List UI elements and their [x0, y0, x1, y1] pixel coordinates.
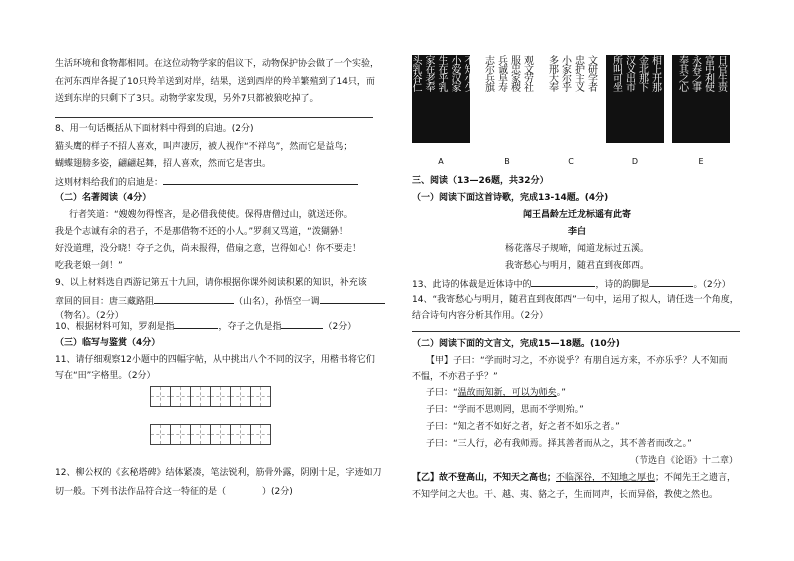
answer-line[interactable] [55, 117, 373, 118]
calligraphy-image [542, 55, 600, 143]
answer-blank[interactable] [174, 318, 218, 329]
calligraphy-label: A [438, 157, 444, 166]
question-12: 切一般。下列书法作品符合这一特征的是（ ）(2分) [55, 484, 293, 499]
calligraphy-sample-e [672, 55, 730, 166]
calligraphy-sample-a [410, 55, 473, 166]
question-8: 8、用一句话概括从下面材料中得到的启迪。(2分) [55, 124, 254, 134]
calligraphy-sample-d [606, 55, 664, 166]
choice-blank[interactable] [226, 484, 262, 494]
passage-line: 生活环境和食物都相同。在这位动物学家的倡议下，动物保护协会做了一个实验， [55, 59, 380, 69]
classical-text-line: 不愠，不亦君子乎？” [412, 372, 498, 382]
question-12: 12、柳公权的《玄秘塔碑》结体紧凑，笔法锐利，筋骨外露，阴刚十足，字迹如刀 [55, 468, 382, 478]
section-heading: 三、阅读（13—26题，共32分） [412, 176, 549, 186]
calligraphy-image [606, 55, 664, 143]
tianzi-cell[interactable] [250, 386, 271, 407]
tianzi-cell[interactable] [230, 424, 251, 445]
material-line: 蝴蝶翅膀多姿，翩翩起舞，招人喜欢，然而它是害虫。 [55, 159, 272, 169]
classical-text-line: 【乙】故不登高山，不知天之高也；不临深谷，不知地之厚也；不闻先王之遗言， [412, 473, 737, 483]
classical-text-line: 不知学问之大也。干、越、夷、貉之子，生而同声，长而异俗，教使之然也。 [412, 490, 719, 500]
section-heading: （二）名著阅读（4分） [55, 193, 152, 203]
calligraphy-column: 家在老奉 [423, 55, 434, 91]
passage-line: 在河东西岸各捉了10只羚羊送到对岸，结果，送到西岸的羚羊繁殖到了14只，而 [55, 77, 375, 87]
calligraphy-column: 日官生贵 [715, 55, 727, 91]
calligraphy-label: B [504, 157, 510, 166]
tianzi-cell[interactable] [190, 386, 211, 407]
calligraphy-column: 不知小少 [462, 55, 473, 91]
tianzi-grid-row[interactable] [150, 424, 270, 445]
calligraphy-column: 小家尔乎 [559, 55, 571, 91]
calligraphy-column: 服忠家稷 [508, 55, 520, 91]
calligraphy-column: 汉义出市 [623, 55, 635, 91]
calligraphy-column: 头乳谷仁 [410, 55, 421, 91]
poem-line: 我寄愁心与明月，随君直到夜郎西。 [504, 261, 649, 271]
tianzi-cell[interactable] [250, 424, 271, 445]
calligraphy-label: D [631, 157, 639, 166]
tianzi-cell[interactable] [150, 424, 171, 445]
question-9: （物名）。（2分） [55, 311, 124, 321]
classical-text-line: 子曰：“知之者不如好之者，好之者不如乐之者。” [426, 422, 620, 432]
calligraphy-column: 奉其之心 [676, 55, 688, 91]
question-13: 13、此诗的体裁是近体诗中的 ，诗的韵脚是 。（2分） [412, 276, 731, 292]
calligraphy-column: 观文劳社 [521, 55, 533, 91]
answer-blank[interactable] [281, 318, 323, 329]
poem-title: 闻王昌龄左迁龙标遥有此寄 [522, 210, 631, 220]
reading-line: 行者笑道：“嫂嫂勿得悭吝，是必借我使使。保得唐僧过山，就送还你。 [69, 210, 353, 220]
calligraphy-column: 所叫可坐 [610, 55, 622, 91]
question-14: 结合诗句内容分析其作用。（2分） [412, 311, 549, 321]
answer-blank[interactable] [163, 174, 358, 185]
calligraphy-column: 永春之事 [689, 55, 701, 91]
passage-line: 送到东岸的只剩下了3只。动物学家发现，另外7只都被狼吃掉了。 [55, 94, 319, 104]
question-9: 章回的回目：唐三藏路阻 （山名），孙悟空一调 [55, 293, 385, 309]
question-10: 10、根据材料可知，罗刹是指 ，夺子之仇是指 （2分） [55, 318, 356, 334]
question-11: 11、请仔细观察12小题中的四幅字帖，从中挑出八个不同的汉字，用楷书将它们 [55, 355, 375, 365]
calligraphy-column: 兵诚阜寿 [495, 55, 507, 91]
calligraphy-image [410, 55, 473, 143]
section-heading: （三）临写与鉴赏（4分） [55, 338, 161, 348]
question-14: 14、“我寄愁心与明月，随君直到夜郎西”一句中，运用了拟人，请任选一个角度， [412, 295, 739, 305]
classical-text-line: 子曰：“学而不思则罔，思而不学则殆。” [426, 405, 584, 415]
tianzi-cell[interactable] [170, 424, 191, 445]
answer-blank[interactable] [320, 293, 385, 304]
tianzi-cell[interactable] [170, 386, 191, 407]
answer-blank[interactable] [649, 276, 693, 287]
tianzi-cell[interactable] [230, 386, 251, 407]
calligraphy-column: 生在乎乳 [436, 55, 447, 91]
calligraphy-column: 相上开那 [649, 55, 661, 91]
calligraphy-column: 多邢大奉 [546, 55, 558, 91]
calligraphy-column: 金北那下 [636, 55, 648, 91]
subsection-heading: （二）阅读下面的文言文，完成15—18题。(10分) [412, 339, 620, 349]
tianzi-cell[interactable] [210, 424, 231, 445]
classical-text-line: 【甲】子曰：“学而时习之，不亦说乎？有朋自远方来，不亦乐乎？人不知而 [426, 356, 728, 366]
material-line: 这则材料给我们的启迪是： [55, 174, 358, 190]
poem-line: 杨花落尽子规啼，闻道龙标过五溪。 [504, 244, 649, 254]
reading-line: 我是个志诚有余的君子，不是那借物不还的小人。”罗刹又骂道，“泼猢狲！ [55, 227, 348, 237]
calligraphy-column: 文研学者 [585, 55, 597, 91]
calligraphy-label: C [568, 157, 574, 166]
answer-blank[interactable] [531, 276, 595, 287]
calligraphy-column: 小爱汉家 [449, 55, 460, 91]
classical-text-line: 子曰：“三人行，必有我师焉。择其善者而从之，其不善者而改之。” [426, 439, 692, 449]
subsection-heading: （一）阅读下面这首诗歌，完成13-14题。(4分) [412, 193, 609, 203]
poem-author: 李白 [567, 227, 586, 237]
calligraphy-column: 志尔兵旗 [482, 55, 494, 91]
calligraphy-sample-c [542, 55, 600, 166]
tianzi-grid-row[interactable] [150, 386, 270, 407]
material-line: 猫头鹰的样子不招人喜欢，叫声凄厉，被人视作“不祥鸟”，然而它是益鸟； [55, 142, 353, 152]
calligraphy-column: 忠护主义 [572, 55, 584, 91]
calligraphy-column: 富中利使 [702, 55, 714, 91]
calligraphy-sample-b [478, 55, 536, 166]
calligraphy-image [478, 55, 536, 143]
calligraphy-label: E [698, 157, 704, 166]
reading-line: 好没道理，没分晓！夺子之仇，尚未报得，借扇之意，岂得如心！你不要走！ [55, 244, 362, 254]
answer-blank[interactable] [154, 293, 234, 304]
tianzi-cell[interactable] [150, 386, 171, 407]
classical-text-line: 子曰：“温故而知新，可以为师矣。” [426, 388, 566, 398]
source-note: （节选自《论语》十二章） [630, 456, 739, 466]
tianzi-cell[interactable] [210, 386, 231, 407]
reading-line: 吃我老娘一剑！” [55, 261, 123, 271]
calligraphy-image [672, 55, 730, 143]
question-9: 9、以上材料选自西游记第五十九回，请你根据你课外阅读积累的知识，补充该 [55, 278, 367, 288]
tianzi-cell[interactable] [190, 424, 211, 445]
question-11: 写在“田”字格里。（2分） [55, 371, 156, 381]
answer-line[interactable] [412, 331, 740, 332]
